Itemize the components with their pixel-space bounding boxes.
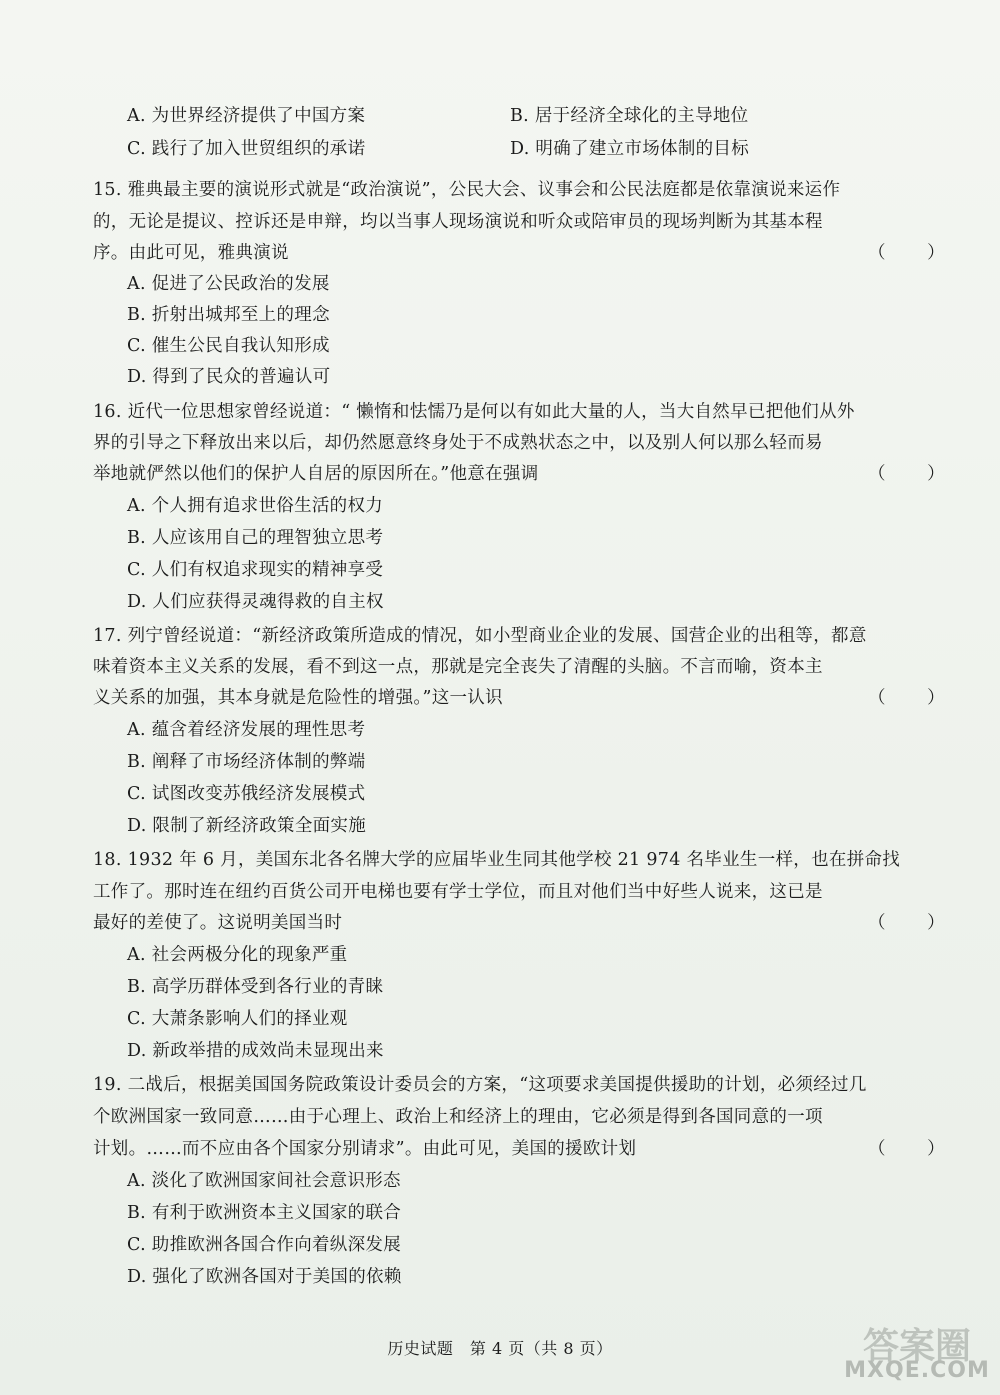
q15-stem-line-3: 序。由此可见，雅典演说 — [93, 243, 289, 263]
q16-option-c: C. 人们有权追求现实的精神享受 — [127, 560, 384, 580]
q15-answer-blank: （ ） — [868, 243, 963, 263]
q14-option-a: A. 为世界经济提供了中国方案 — [127, 106, 366, 126]
watermark-logo — [842, 1318, 992, 1388]
q18-stem-line-2: 工作了。那时连在纽约百货公司开电梯也要有学士学位，而且对他们当中好些人说来，这已是 — [93, 882, 823, 902]
q19-stem-line-1: 19. 二战后，根据美国国务院政策设计委员会的方案，“这项要求美国提供援助的计划，必须经过几 — [93, 1075, 867, 1095]
q16-stem-line-1: 16. 近代一位思想家曾经说道：“ 懒惰和怯懦乃是何以有如此大量的人，当大自然早已把他们从外 — [93, 402, 855, 422]
q16-option-a: A. 个人拥有追求世俗生活的权力 — [127, 496, 384, 516]
q17-stem-line-1: 17. 列宁曾经说道：“新经济政策所造成的情况，如小型商业企业的发展、国营企业的出租等，都意 — [93, 626, 867, 646]
page-footer: 历史试题 第 4 页（共 8 页） — [387, 1339, 613, 1358]
q18-option-d: D. 新政举措的成效尚未显现出来 — [127, 1041, 384, 1061]
q14-option-c: C. 践行了加入世贸组织的承诺 — [127, 139, 366, 159]
watermark-top-text: 答案圈 — [862, 1326, 971, 1367]
q16-option-d: D. 人们应获得灵魂得救的自主权 — [127, 592, 384, 612]
q19-option-b: B. 有利于欧洲资本主义国家的联合 — [127, 1203, 402, 1223]
q18-option-b: B. 高学历群体受到各行业的青睐 — [127, 977, 384, 997]
q17-answer-blank: （ ） — [868, 688, 963, 708]
watermark-site-text: MXQE.COM — [844, 1358, 990, 1383]
q17-stem-line-2: 味着资本主义关系的发展，看不到这一点，那就是完全丧失了清醒的头脑。不言而喻，资本主 — [93, 657, 823, 677]
q19-stem-line-2: 个欧洲国家一致同意……由于心理上、政治上和经济上的理由，它必须是得到各国同意的一项 — [93, 1107, 823, 1127]
q17-option-d: D. 限制了新经济政策全面实施 — [127, 816, 367, 836]
q15-option-d: D. 得到了民众的普遍认可 — [127, 367, 331, 387]
q18-option-c: C. 大萧条影响人们的择业观 — [127, 1009, 348, 1029]
q17-option-b: B. 阐释了市场经济体制的弊端 — [127, 752, 366, 772]
q19-stem-line-3: 计划。……而不应由各个国家分别请求”。由此可见，美国的援欧计划 — [93, 1139, 637, 1159]
q17-option-a: A. 蕴含着经济发展的理性思考 — [127, 720, 366, 740]
q19-option-d: D. 强化了欧洲各国对于美国的依赖 — [127, 1267, 402, 1287]
q16-stem-line-2: 界的引导之下释放出来以后，却仍然愿意终身处于不成熟状态之中，以及别人何以那么轻而易 — [93, 433, 823, 453]
q19-option-a: A. 淡化了欧洲国家间社会意识形态 — [127, 1171, 401, 1191]
q19-option-c: C. 助推欧洲各国合作向着纵深发展 — [127, 1235, 401, 1255]
q15-stem-line-2: 的，无论是提议、控诉还是申辩，均以当事人现场演说和听众或陪审员的现场判断为其基本程 — [93, 212, 823, 232]
q18-stem-line-1: 18. 1932 年 6 月，美国东北各名牌大学的应届毕业生同其他学校 21 974 名毕业生一样，也在拼命找 — [93, 850, 901, 870]
q17-stem-line-3: 义关系的加强，其本身就是危险性的增强。”这一认识 — [93, 688, 503, 708]
q19-answer-blank: （ ） — [868, 1139, 963, 1159]
q17-option-c: C. 试图改变苏俄经济发展模式 — [127, 784, 366, 804]
q16-answer-blank: （ ） — [868, 464, 963, 484]
q15-stem-line-1: 15. 雅典最主要的演说形式就是“政治演说”，公民大会、议事会和公民法庭都是依靠演说来运作 — [93, 180, 841, 200]
q18-stem-line-3: 最好的差使了。这说明美国当时 — [93, 913, 343, 933]
q15-option-c: C. 催生公民自我认知形成 — [127, 336, 330, 356]
q18-option-a: A. 社会两极分化的现象严重 — [127, 945, 348, 965]
q14-option-b: B. 居于经济全球化的主导地位 — [510, 106, 749, 126]
q15-option-a: A. 促进了公民政治的发展 — [127, 274, 330, 294]
q15-option-b: B. 折射出城邦至上的理念 — [127, 305, 330, 325]
q14-option-d: D. 明确了建立市场体制的目标 — [510, 139, 750, 159]
q16-option-b: B. 人应该用自己的理智独立思考 — [127, 528, 384, 548]
q16-stem-line-3: 举地就俨然以他们的保护人自居的原因所在。”他意在强调 — [93, 464, 539, 484]
q18-answer-blank: （ ） — [868, 913, 963, 933]
